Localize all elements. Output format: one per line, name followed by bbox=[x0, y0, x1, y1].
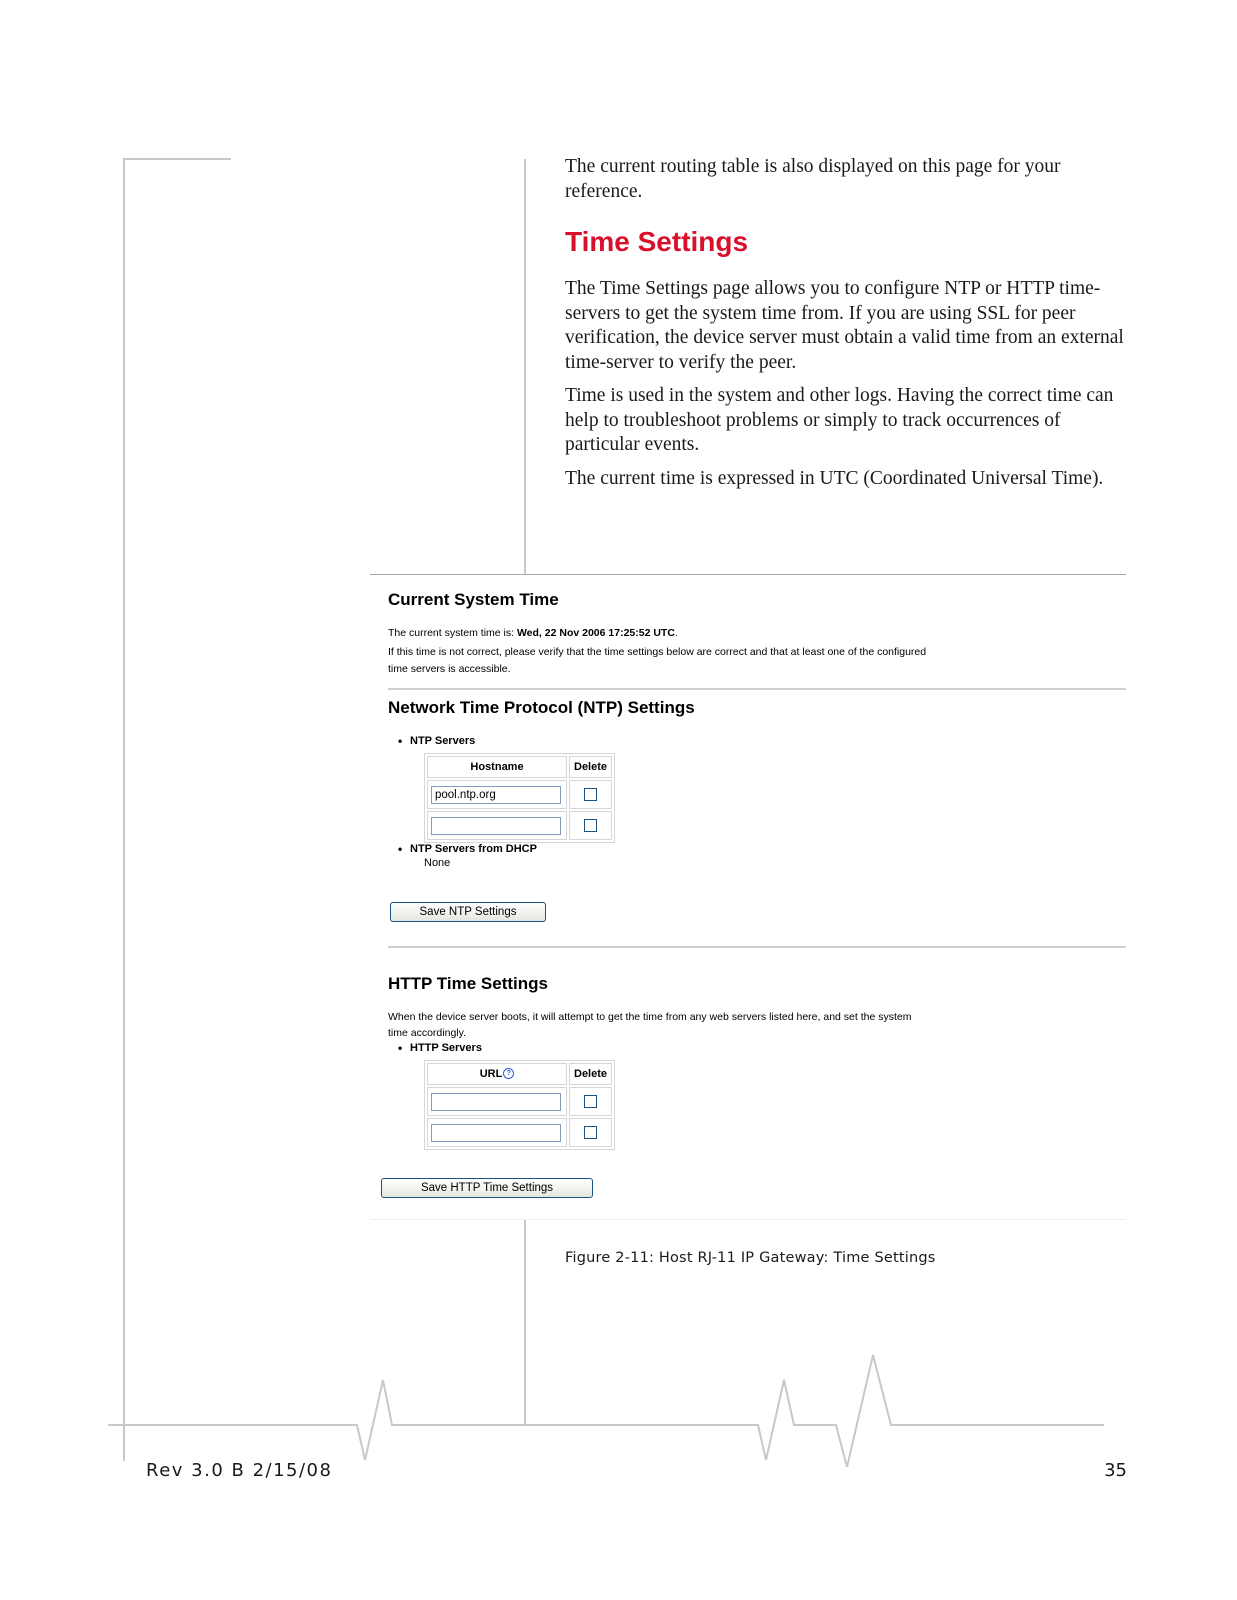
url-column-header: URL ? bbox=[427, 1063, 567, 1085]
delete-checkbox[interactable] bbox=[584, 819, 597, 832]
table-row bbox=[427, 811, 612, 840]
separator bbox=[388, 946, 1126, 948]
separator bbox=[388, 688, 1126, 690]
delete-column-header: Delete bbox=[569, 1063, 612, 1085]
current-time-value: Wed, 22 Nov 2006 17:25:52 UTC bbox=[516, 627, 675, 639]
top-margin-rule bbox=[123, 158, 231, 160]
http-description-2: time accordingly. bbox=[388, 1027, 467, 1039]
figure-top-rule bbox=[370, 574, 1126, 575]
current-time-line: The current system time is: Wed, 22 Nov 2006 17:25:52 UTC. bbox=[388, 627, 678, 639]
body-paragraph-2: Time is used in the system and other logs. Having the correct time can help to troubleshoot problems or simply to track occurrences of particular events. bbox=[565, 385, 1114, 455]
http-url-input[interactable] bbox=[431, 1124, 561, 1142]
time-settings-screenshot bbox=[378, 585, 1126, 1245]
delete-column-header: Delete bbox=[569, 756, 612, 778]
delete-checkbox[interactable] bbox=[584, 788, 597, 801]
left-margin-rule bbox=[123, 159, 125, 1461]
http-servers-label: • HTTP Servers bbox=[410, 1042, 482, 1054]
current-time-heading: Current System Time bbox=[388, 590, 559, 609]
ntp-dhcp-value: None bbox=[424, 857, 451, 869]
http-heading: HTTP Time Settings bbox=[388, 974, 548, 993]
figure-caption: Figure 2-11: Host RJ-11 IP Gateway: Time Settings bbox=[565, 1250, 936, 1266]
hostname-column-header: Hostname bbox=[427, 756, 567, 778]
delete-checkbox[interactable] bbox=[584, 1126, 597, 1139]
section-heading: Time Settings bbox=[565, 226, 749, 257]
ntp-servers-label: • NTP Servers bbox=[410, 735, 475, 747]
column-divider-top bbox=[524, 159, 526, 574]
save-http-time-settings-button[interactable]: Save HTTP Time Settings bbox=[381, 1178, 593, 1198]
delete-checkbox[interactable] bbox=[584, 1095, 597, 1108]
figure-bottom-rule bbox=[370, 1219, 1126, 1220]
help-icon[interactable]: ? bbox=[503, 1068, 514, 1079]
current-time-warning-2: time servers is accessible. bbox=[388, 663, 511, 675]
body-paragraph-1: The Time Settings page allows you to configure NTP or HTTP time-servers to get the system time from. If you are using SSL for peer verification, the device server must obtain a valid time from an external time-server to verify the peer. bbox=[565, 278, 1124, 373]
table-row bbox=[427, 1118, 612, 1147]
ntp-dhcp-label: • NTP Servers from DHCP bbox=[410, 843, 537, 855]
http-servers-table bbox=[424, 1060, 615, 1150]
http-description-1: When the device server boots, it will attempt to get the time from any web servers listed here, and set the system bbox=[388, 1011, 912, 1023]
ntp-hostname-input[interactable] bbox=[431, 817, 561, 835]
ntp-hostname-input[interactable] bbox=[431, 786, 561, 804]
ntp-servers-table bbox=[424, 753, 615, 843]
http-url-input[interactable] bbox=[431, 1093, 561, 1111]
body-paragraph-3: The current time is expressed in UTC (Coordinated Universal Time). bbox=[565, 468, 1104, 489]
footer-revision: Rev 3.0 B 2/15/08 bbox=[146, 1460, 333, 1481]
intro-paragraph: The current routing table is also displayed on this page for your reference. bbox=[565, 156, 1061, 202]
save-ntp-settings-button[interactable]: Save NTP Settings bbox=[390, 902, 546, 922]
table-row bbox=[427, 1087, 612, 1116]
page-number: 35 bbox=[1104, 1460, 1127, 1481]
table-row bbox=[427, 780, 612, 809]
current-time-warning-1: If this time is not correct, please verify that the time settings below are correct and that at least one of the configured bbox=[388, 646, 927, 658]
ntp-heading: Network Time Protocol (NTP) Settings bbox=[388, 698, 695, 717]
